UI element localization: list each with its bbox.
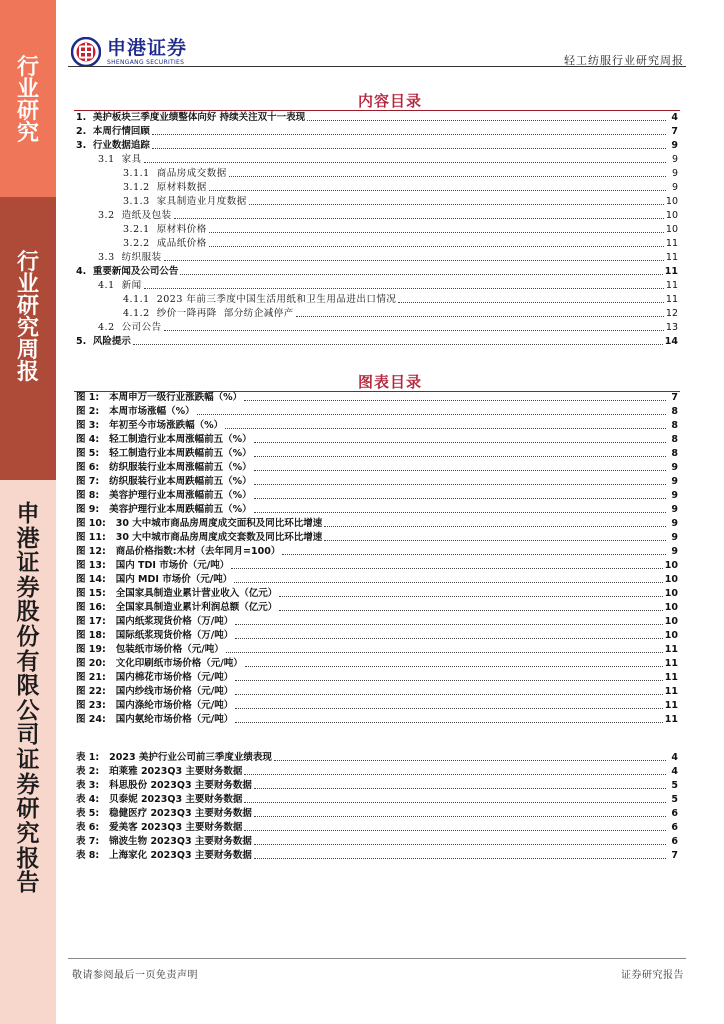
entry-label: 4.1.2 纱价一降再降 部分纺企减停产	[123, 308, 294, 319]
dot-leader	[296, 316, 664, 317]
figure-entry[interactable]	[76, 628, 678, 642]
dot-leader	[324, 526, 666, 527]
entry-page-number: 8	[671, 434, 678, 445]
entry-label: 3.2.2 成品纸价格	[123, 238, 207, 249]
dot-leader	[254, 498, 666, 499]
entry-page-number: 8	[671, 406, 678, 417]
figure-entry[interactable]	[76, 572, 678, 586]
entry-page-number: 11	[664, 644, 678, 655]
dot-leader	[254, 442, 666, 443]
dot-leader	[152, 134, 666, 135]
figure-entry[interactable]	[76, 614, 678, 628]
table-entry[interactable]	[76, 778, 678, 792]
entry-label: 3.3 纺织服装	[98, 252, 162, 263]
table-entry[interactable]	[76, 820, 678, 834]
toc-entry[interactable]	[76, 124, 678, 138]
dot-leader	[245, 666, 663, 667]
figure-entry[interactable]	[76, 586, 678, 600]
entry-page-number: 9	[671, 462, 678, 473]
figure-entry[interactable]	[76, 670, 678, 684]
toc-entry[interactable]	[76, 110, 678, 124]
entry-label: 表 1: 2023 美护行业公司前三季度业绩表现	[76, 752, 272, 763]
dot-leader	[307, 120, 666, 121]
toc-entry[interactable]	[76, 334, 678, 348]
entry-label: 3.1.1 商品房成交数据	[123, 168, 227, 179]
entry-page-number: 10	[664, 616, 678, 627]
entry-page-number: 14	[664, 336, 678, 347]
dot-leader	[197, 414, 666, 415]
dot-leader	[209, 232, 664, 233]
entry-label: 图 6: 纺织服装行业本周涨幅前五（%）	[76, 462, 252, 473]
dot-leader	[254, 484, 666, 485]
entry-page-number: 7	[671, 850, 678, 861]
entry-page-number: 9	[671, 140, 678, 151]
entry-page-number: 9	[671, 490, 678, 501]
sidebar-mid	[0, 197, 56, 480]
dot-leader	[231, 568, 663, 569]
dot-leader	[324, 540, 666, 541]
entry-page-number: 10	[664, 602, 678, 613]
entry-page-number: 11	[664, 672, 678, 683]
dot-leader	[229, 176, 666, 177]
entry-page-number: 9	[671, 168, 678, 179]
entry-label: 表 5: 稳健医疗 2023Q3 主要财务数据	[76, 808, 252, 819]
entry-page-number: 11	[665, 294, 678, 305]
entry-page-number: 9	[671, 532, 678, 543]
toc-entry[interactable]	[76, 222, 678, 236]
entry-label: 1. 美护板块三季度业绩整体向好 持续关注双十一表现	[76, 112, 306, 123]
entry-page-number: 6	[671, 822, 678, 833]
figure-entry[interactable]	[76, 432, 678, 446]
figure-entry[interactable]	[76, 600, 678, 614]
entry-label: 3.1.2 原材料数据	[123, 182, 207, 193]
sidebar-top	[0, 0, 56, 197]
figure-entry[interactable]	[76, 530, 678, 544]
sidebar-top-text: 行业研究	[16, 54, 39, 146]
dot-leader	[235, 624, 663, 625]
entry-page-number: 6	[671, 836, 678, 847]
entry-label: 表 6: 爱美客 2023Q3 主要财务数据	[76, 822, 243, 833]
dot-leader	[209, 190, 666, 191]
entry-page-number: 8	[671, 420, 678, 431]
entry-page-number: 9	[671, 476, 678, 487]
toc-entry[interactable]	[76, 320, 678, 334]
dot-leader	[249, 204, 664, 205]
entry-label: 图 3: 年初至今市场涨跌幅（%）	[76, 420, 224, 431]
brand-logo	[71, 37, 187, 67]
entry-page-number: 11	[665, 252, 678, 263]
tables-list	[76, 750, 678, 862]
entry-label: 图 24: 国内氨纶市场价格（元/吨）	[76, 714, 234, 725]
figure-entry[interactable]	[76, 544, 678, 558]
entry-label: 4.1 新闻	[98, 280, 142, 291]
entry-label: 图 10: 30 大中城市商品房周度成交面积及同比环比增速	[76, 518, 323, 529]
entry-label: 4.2 公司公告	[98, 322, 162, 333]
toc-entry[interactable]	[76, 236, 678, 250]
sidebar	[0, 0, 56, 1024]
table-entry[interactable]	[76, 834, 678, 848]
dot-leader	[164, 330, 664, 331]
figure-entry[interactable]	[76, 558, 678, 572]
entry-page-number: 4	[671, 766, 678, 777]
entry-label: 表 7: 锦波生物 2023Q3 主要财务数据	[76, 836, 252, 847]
toc-entry[interactable]	[76, 208, 678, 222]
figure-entry[interactable]	[76, 390, 678, 404]
contents-title: 内容目录	[357, 92, 422, 110]
entry-page-number: 9	[671, 546, 678, 557]
dot-leader	[254, 470, 666, 471]
dot-leader	[234, 582, 663, 583]
entry-page-number: 11	[664, 686, 678, 697]
entry-page-number: 13	[665, 322, 678, 333]
figures-title: 图表目录	[357, 373, 422, 391]
report-type: 轻工纺服行业研究周报	[564, 54, 684, 67]
figure-entry[interactable]	[76, 502, 678, 516]
table-entry[interactable]	[76, 848, 678, 862]
entry-page-number: 11	[664, 714, 678, 725]
entry-page-number: 9	[671, 504, 678, 515]
dot-leader	[254, 512, 666, 513]
dot-leader	[244, 802, 666, 803]
figure-entry[interactable]	[76, 684, 678, 698]
entry-label: 图 7: 纺织服装行业本周跌幅前五（%）	[76, 476, 252, 487]
entry-page-number: 10	[664, 560, 678, 571]
dot-leader	[144, 162, 666, 163]
dot-leader	[282, 554, 666, 555]
dot-leader	[398, 302, 663, 303]
entry-label: 图 23: 国内涤纶市场价格（元/吨）	[76, 700, 234, 711]
entry-page-number: 10	[664, 630, 678, 641]
entry-label: 图 4: 轻工制造行业本周涨幅前五（%）	[76, 434, 252, 445]
entry-page-number: 4	[671, 752, 678, 763]
entry-label: 图 17: 国内纸浆现货价格（万/吨）	[76, 616, 234, 627]
entry-page-number: 9	[671, 182, 678, 193]
dot-leader	[235, 708, 663, 709]
dot-leader	[279, 596, 663, 597]
report-label: 证券研究报告	[621, 970, 684, 981]
dot-leader	[235, 680, 663, 681]
entry-label: 2. 本周行情回顾	[76, 126, 150, 137]
sidebar-bottom	[0, 480, 56, 1024]
dot-leader	[254, 844, 666, 845]
figure-entry[interactable]	[76, 474, 678, 488]
entry-label: 图 20: 文化印刷纸市场价格（元/吨）	[76, 658, 243, 669]
dot-leader	[254, 788, 666, 789]
dot-leader	[254, 456, 666, 457]
entry-label: 图 21: 国内棉花市场价格（元/吨）	[76, 672, 234, 683]
figure-entry[interactable]	[76, 656, 678, 670]
entry-label: 图 5: 轻工制造行业本周跌幅前五（%）	[76, 448, 252, 459]
dot-leader	[274, 760, 666, 761]
entry-page-number: 4	[671, 112, 678, 123]
figure-entry[interactable]	[76, 446, 678, 460]
dot-leader	[244, 400, 666, 401]
entry-page-number: 10	[665, 210, 678, 221]
entry-label: 图 1: 本周申万一级行业涨跌幅（%）	[76, 392, 243, 403]
toc-entry[interactable]	[76, 264, 678, 278]
entry-label: 表 2: 珀莱雅 2023Q3 主要财务数据	[76, 766, 243, 777]
table-entry[interactable]	[76, 764, 678, 778]
entry-label: 表 8: 上海家化 2023Q3 主要财务数据	[76, 850, 252, 861]
dot-leader	[235, 694, 663, 695]
entry-label: 图 16: 全国家具制造业累计利润总额（亿元）	[76, 602, 278, 613]
toc-entry[interactable]	[76, 292, 678, 306]
entry-label: 图 19: 包装纸市场价格（元/吨）	[76, 644, 224, 655]
dot-leader	[225, 428, 666, 429]
entry-label: 3.2 造纸及包装	[98, 210, 172, 221]
contents-list	[76, 110, 678, 348]
figure-entry[interactable]	[76, 698, 678, 712]
entry-page-number: 10	[665, 196, 678, 207]
dot-leader	[152, 148, 666, 149]
dot-leader	[244, 774, 666, 775]
dot-leader	[235, 722, 663, 723]
entry-label: 图 11: 30 大中城市商品房周度成交套数及同比环比增速	[76, 532, 323, 543]
brand-name-en: SHENGANG SECURITIES	[107, 59, 185, 66]
table-entry[interactable]	[76, 806, 678, 820]
entry-page-number: 7	[671, 126, 678, 137]
entry-label: 4. 重要新闻及公司公告	[76, 266, 179, 277]
toc-entry[interactable]	[76, 166, 678, 180]
dot-leader	[144, 288, 664, 289]
disclaimer-note: 敬请参阅最后一页免责声明	[72, 970, 198, 981]
entry-page-number: 11	[665, 280, 678, 291]
dot-leader	[209, 246, 664, 247]
dot-leader	[254, 858, 666, 859]
entry-label: 图 8: 美容护理行业本周涨幅前五（%）	[76, 490, 252, 501]
dot-leader	[244, 830, 666, 831]
figure-entry[interactable]	[76, 488, 678, 502]
figure-entry[interactable]	[76, 460, 678, 474]
entry-page-number: 11	[664, 700, 678, 711]
sidebar-mid-text: 行业研究周报	[16, 249, 39, 385]
entry-label: 图 22: 国内纱线市场价格（元/吨）	[76, 686, 234, 697]
dot-leader	[164, 260, 664, 261]
entry-page-number: 11	[664, 266, 678, 277]
entry-page-number: 9	[671, 154, 678, 165]
brand-logo-icon	[71, 37, 101, 67]
sidebar-bottom-text: 申港证券股份有限公司证券研究报告	[16, 500, 40, 897]
entry-page-number: 11	[665, 238, 678, 249]
entry-page-number: 12	[665, 308, 678, 319]
dot-leader	[133, 344, 663, 345]
entry-page-number: 10	[664, 588, 678, 599]
toc-entry[interactable]	[76, 152, 678, 166]
entry-label: 表 4: 贝泰妮 2023Q3 主要财务数据	[76, 794, 243, 805]
toc-entry[interactable]	[76, 180, 678, 194]
entry-page-number: 10	[665, 224, 678, 235]
entry-label: 图 2: 本周市场涨幅（%）	[76, 406, 195, 417]
dot-leader	[235, 638, 663, 639]
entry-page-number: 10	[664, 574, 678, 585]
figure-entry[interactable]	[76, 712, 678, 726]
figure-entry[interactable]	[76, 404, 678, 418]
entry-label: 图 15: 全国家具制造业累计营业收入（亿元）	[76, 588, 278, 599]
figure-entry[interactable]	[76, 516, 678, 530]
toc-entry[interactable]	[76, 138, 678, 152]
table-entry[interactable]	[76, 792, 678, 806]
entry-label: 图 18: 国际纸浆现货价格（万/吨）	[76, 630, 234, 641]
dot-leader	[226, 652, 663, 653]
entry-label: 图 12: 商品价格指数:木材（去年同月=100）	[76, 546, 281, 557]
entry-page-number: 5	[671, 780, 678, 791]
dot-leader	[174, 218, 664, 219]
entry-label: 图 9: 美容护理行业本周跌幅前五（%）	[76, 504, 252, 515]
entry-label: 表 3: 科思股份 2023Q3 主要财务数据	[76, 780, 252, 791]
toc-entry[interactable]	[76, 278, 678, 292]
brand-name-cn: 申港证券	[107, 37, 188, 59]
entry-label: 4.1.1 2023 年前三季度中国生活用纸和卫生用品进出口情况	[123, 294, 397, 305]
entry-label: 图 13: 国内 TDI 市场价（元/吨）	[76, 560, 230, 571]
entry-label: 图 14: 国内 MDI 市场价（元/吨）	[76, 574, 233, 585]
entry-label: 3.1 家具	[98, 154, 142, 165]
figures-list	[76, 390, 678, 726]
entry-label: 5. 风险提示	[76, 336, 131, 347]
header-divider	[68, 66, 686, 67]
figure-entry[interactable]	[76, 418, 678, 432]
dot-leader	[279, 610, 663, 611]
table-entry[interactable]	[76, 750, 678, 764]
entry-page-number: 9	[671, 518, 678, 529]
entry-page-number: 6	[671, 808, 678, 819]
dot-leader	[254, 816, 666, 817]
entry-label: 3.1.3 家具制造业月度数据	[123, 196, 247, 207]
figure-entry[interactable]	[76, 642, 678, 656]
footer-divider	[68, 958, 686, 959]
entry-page-number: 11	[664, 658, 678, 669]
toc-entry[interactable]	[76, 306, 678, 320]
entry-label: 3. 行业数据追踪	[76, 140, 150, 151]
toc-entry[interactable]	[76, 194, 678, 208]
entry-page-number: 7	[671, 392, 678, 403]
entry-label: 3.2.1 原材料价格	[123, 224, 207, 235]
dot-leader	[180, 274, 662, 275]
entry-page-number: 8	[671, 448, 678, 459]
toc-entry[interactable]	[76, 250, 678, 264]
entry-page-number: 5	[671, 794, 678, 805]
